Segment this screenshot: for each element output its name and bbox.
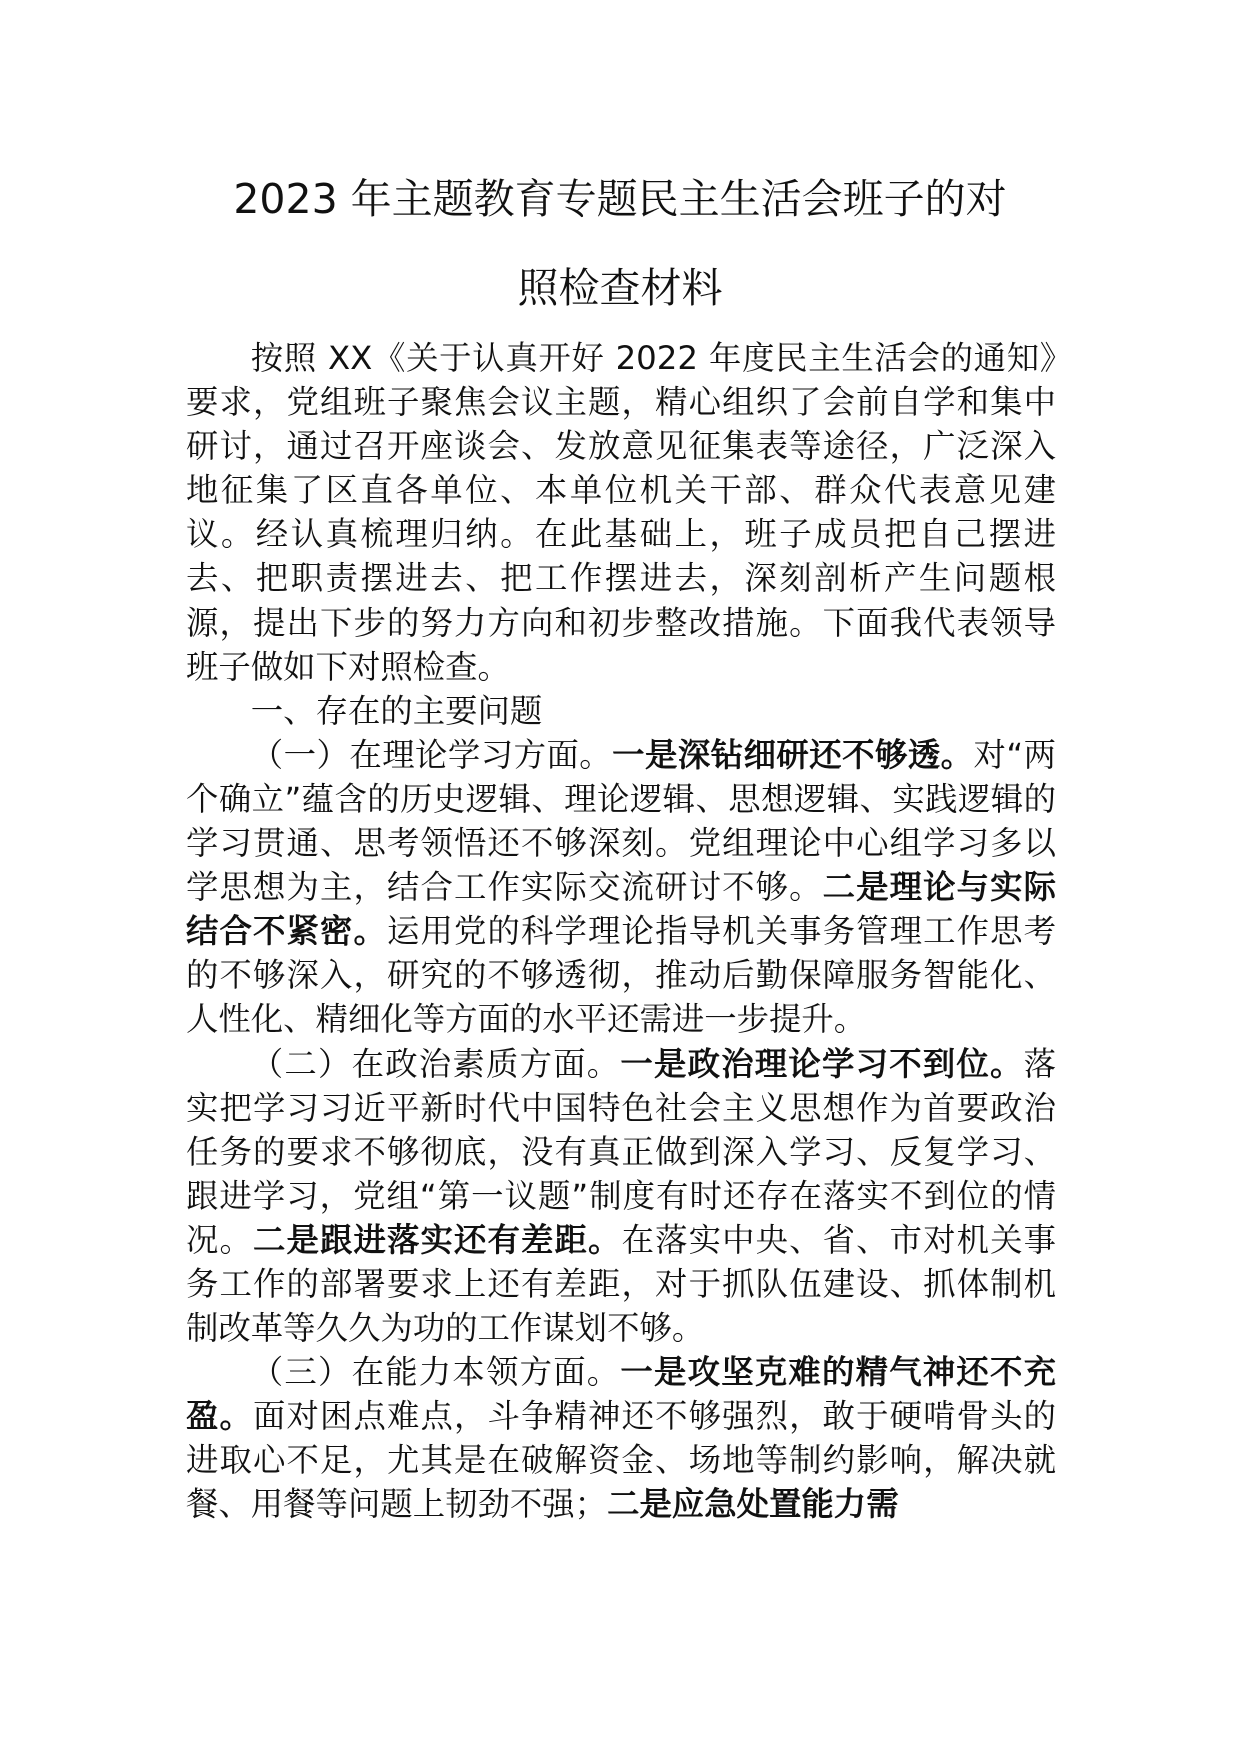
point-text: 对“两个确立”蕴含的历史逻辑、理论逻辑、思想逻辑、实践逻辑的学习贯通、思考领悟还不够深刻。党组理论中心组学习多以学思想为主，结合工作实际交流研讨不够。 <box>186 735 1057 907</box>
point-text: 面对困点难点，斗争精神还不够强烈，敢于硬啃骨头的进取心不足，尤其是在破解资金、场地等制约影响，解决就餐、用餐等问题上韧劲不强； <box>186 1397 1057 1524</box>
point-heading: 二是理论与实际结合不紧密。 <box>186 868 1057 951</box>
point-heading: 一是政治理论学习不到位。 <box>620 1044 1024 1083</box>
paragraph-lead: （二）在政治素质方面。 <box>250 1044 621 1083</box>
point-text: 运用党的科学理论指导机关事务管理工作思考的不够深入，研究的不够透彻，推动后勤保障服务智能化、人性化、精细化等方面的水平还需进一步提升。 <box>186 912 1057 1039</box>
point-text: 在落实中央、省、市对机关事务工作的部署要求上还有差距，对于抓队伍建设、抓体制机制改革等久久为功的工作谋划不够。 <box>186 1220 1057 1348</box>
point-heading: 二是应急处置能力需 <box>607 1485 899 1524</box>
point-heading: 二是跟进落实还有差距。 <box>253 1220 622 1259</box>
point-text: 落实把学习习近平新时代中国特色社会主义思想作为首要政治任务的要求不够彻底，没有真正做到深入学习、反复学习、跟进学习，党组“第一议题”制度有时还存在落实不到位的情况。 <box>186 1044 1057 1259</box>
point-heading: 一是攻坚克难的精气神还不充盈。 <box>186 1353 1057 1436</box>
paragraph-ability <box>186 1350 1056 1526</box>
point-heading: 一是深钻细研还不够透。 <box>612 735 974 774</box>
paragraph-lead: （三）在能力本领方面。 <box>250 1353 621 1392</box>
paragraph-political-quality <box>186 1042 1056 1351</box>
paragraph-lead: （一）在理论学习方面。 <box>250 735 613 774</box>
intro-paragraph: 按照 XX《关于认真开好 2022 年度民主生活会的通知》要求，党组班子聚焦会议主题，精心组织了会前自学和集中研讨，通过召开座谈会、发放意见征集表等途径，广泛深入地征集了区直各单位、本单位机关干部、群众代表意见建议。经认真梳理归纳。在此基础上，班子成员把自己摆进去、把职责摆进去、把工作摆进去，深刻剖析产生问题根源，提出下步的努力方向和初步整改措施。下面我代表领导班子做如下对照检查。 <box>186 339 1056 686</box>
document-body <box>186 336 1056 1527</box>
document-title-line-2: 照检查材料 <box>517 264 723 312</box>
section-heading-problems: 一、存在的主要问题 <box>250 691 543 730</box>
paragraph-theory-study <box>186 733 1056 1042</box>
document-title-line-1: 2023 年主题教育专题民主生活会班子的对 <box>233 175 1007 223</box>
